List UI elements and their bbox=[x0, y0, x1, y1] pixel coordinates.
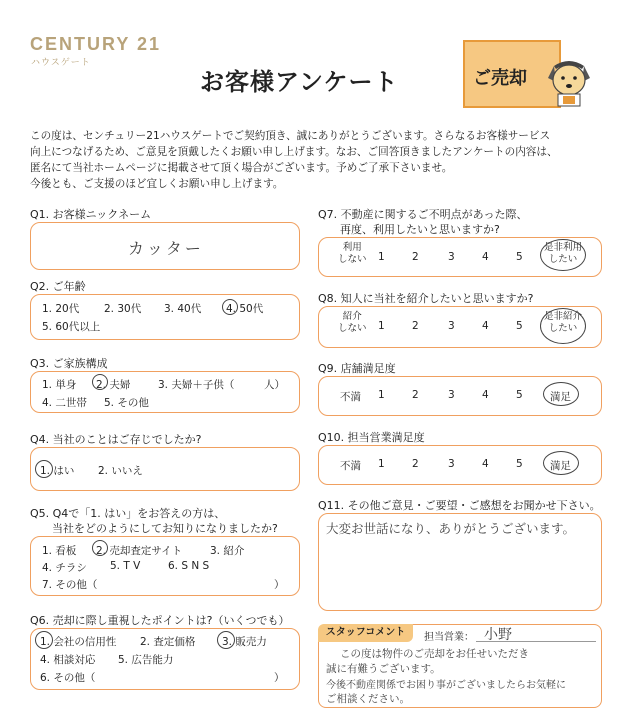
q1-answer: カッター bbox=[128, 239, 204, 258]
q5-label-1: Q5. Q4で「1. はい」をお答えの方は、 bbox=[30, 507, 226, 520]
q5-selected-mark bbox=[92, 540, 108, 556]
q10-label: Q10. 担当営業満足度 bbox=[318, 431, 425, 444]
q8-label: Q8. 知人に当社を紹介したいと思いますか? bbox=[318, 292, 534, 305]
q2-option-3[interactable]: 3. 40代 bbox=[164, 303, 202, 315]
staff-comment-line-1: この度は物件のご売却をお任せいただき bbox=[340, 648, 529, 660]
q4-selected-mark bbox=[35, 460, 53, 478]
sales-rep-underline bbox=[476, 641, 596, 642]
q4-option-1[interactable]: 1. はい bbox=[40, 465, 75, 477]
q5-option-6[interactable]: 6. S N S bbox=[168, 560, 210, 572]
q10-scale-5[interactable]: 5 bbox=[516, 458, 523, 470]
q2-option-1[interactable]: 1. 20代 bbox=[42, 303, 80, 315]
brand-sub: ハウスゲート bbox=[31, 58, 91, 68]
q7-scale-1[interactable]: 1 bbox=[378, 251, 385, 263]
q9-label: Q9. 店舗満足度 bbox=[318, 362, 396, 375]
staff-comment-line-2: 誠に有難うございます。 bbox=[326, 663, 441, 675]
q8-scale-1[interactable]: 1 bbox=[378, 320, 385, 332]
q11-answer: 大変お世話になり、ありがとうございます。 bbox=[326, 521, 576, 536]
q11-label: Q11. その他ご意見・ご要望・ご感想をお聞かせ下さい。 bbox=[318, 499, 601, 512]
q5-option-4[interactable]: 4. チラシ bbox=[42, 562, 87, 574]
staff-comment-line-4: ご相談ください。 bbox=[326, 693, 410, 705]
q3-option-3-close: 人） bbox=[264, 379, 285, 391]
sales-rep-label: 担当営業： bbox=[424, 632, 474, 643]
q8-scale-3[interactable]: 3 bbox=[448, 320, 455, 332]
q2-selected-mark bbox=[222, 299, 238, 315]
intro-line: 向上につなげるため、ご意見を頂戴したくお願い申し上げます。なお、ご回答頂きましたアンケートの内容は、 bbox=[30, 146, 558, 158]
q7-label-1: Q7. 不動産に関するご不明点があった際、 bbox=[318, 208, 528, 221]
q6-option-3[interactable]: 3. 販売力 bbox=[222, 636, 267, 648]
q10-left-label: 不満 bbox=[340, 460, 361, 472]
intro-line: 今後とも、ご支援のほど宜しくお願い申し上げます。 bbox=[30, 178, 284, 190]
q6-option-1[interactable]: 1. 会社の信用性 bbox=[40, 636, 117, 648]
q10-scale-3[interactable]: 3 bbox=[448, 458, 455, 470]
q3-label: Q3. ご家族構成 bbox=[30, 357, 108, 370]
q7-selected-mark bbox=[540, 239, 586, 271]
q9-scale-4[interactable]: 4 bbox=[482, 389, 489, 401]
q2-option-2[interactable]: 2. 30代 bbox=[104, 303, 142, 315]
q6-selected-mark-3 bbox=[217, 631, 235, 649]
q8-scale-2[interactable]: 2 bbox=[412, 320, 419, 332]
q7-label-2: 再度、利用したいと思いますか? bbox=[340, 223, 500, 236]
intro-line: 匿名にて当社ホームページに掲載させて頂く場合がございます。予めご了承下さいませ。 bbox=[30, 162, 453, 174]
q5-option-3[interactable]: 3. 紹介 bbox=[210, 545, 245, 557]
q8-left-label: 紹介 しない bbox=[338, 311, 367, 334]
q10-scale-1[interactable]: 1 bbox=[378, 458, 385, 470]
q6-option-5[interactable]: 5. 広告能力 bbox=[118, 654, 174, 666]
q3-option-5[interactable]: 5. その他 bbox=[104, 397, 149, 409]
q10-right-label[interactable]: 満足 bbox=[550, 460, 571, 472]
q2-option-4[interactable]: 4. 50代 bbox=[226, 303, 264, 315]
q6-option-6-close: ） bbox=[274, 672, 285, 684]
q7-left-label: 利用 しない bbox=[338, 242, 367, 265]
q5-label-2: 当社をどのようにしてお知りになりましたか? bbox=[52, 522, 278, 535]
q5-option-5[interactable]: 5. T V bbox=[110, 560, 141, 572]
page-title: お客様アンケート bbox=[200, 68, 399, 96]
sales-rep-name: 小野 bbox=[484, 627, 512, 643]
dog-mascot-icon bbox=[546, 56, 592, 108]
q5-option-2[interactable]: 2. 売却査定サイト bbox=[96, 545, 183, 557]
q9-left-label: 不満 bbox=[340, 391, 361, 403]
q3-option-1[interactable]: 1. 単身 bbox=[42, 379, 77, 391]
q1-label: Q1. お客様ニックネーム bbox=[30, 208, 152, 221]
q7-scale-2[interactable]: 2 bbox=[412, 251, 419, 263]
q9-scale-5[interactable]: 5 bbox=[516, 389, 523, 401]
staff-comment-line-3: 今後不動産関係でお困り事がございましたらお気軽に bbox=[326, 680, 566, 691]
badge-label: ご売却 bbox=[473, 68, 527, 89]
q6-selected-mark-1 bbox=[35, 631, 53, 649]
q3-option-3[interactable]: 3. 夫婦＋子供（ bbox=[158, 379, 235, 391]
q9-scale-3[interactable]: 3 bbox=[448, 389, 455, 401]
q7-scale-4[interactable]: 4 bbox=[482, 251, 489, 263]
q7-scale-5[interactable]: 5 bbox=[516, 251, 523, 263]
q2-option-5[interactable]: 5. 60代以上 bbox=[42, 321, 101, 333]
q4-label: Q4. 当社のことはご存じでしたか? bbox=[30, 433, 202, 446]
q6-option-4[interactable]: 4. 相談対応 bbox=[40, 654, 96, 666]
q2-label: Q2. ご年齢 bbox=[30, 280, 86, 293]
q3-option-2[interactable]: 2. 夫婦 bbox=[96, 379, 131, 391]
q10-scale-2[interactable]: 2 bbox=[412, 458, 419, 470]
q8-right-label[interactable]: 是非紹介 したい bbox=[544, 311, 583, 334]
q7-scale-3[interactable]: 3 bbox=[448, 251, 455, 263]
q8-scale-4[interactable]: 4 bbox=[482, 320, 489, 332]
q7-right-label[interactable]: 是非利用 したい bbox=[544, 242, 583, 265]
brand-logo: CENTURY 21 bbox=[30, 34, 162, 54]
q9-selected-mark bbox=[543, 382, 579, 406]
q10-selected-mark bbox=[543, 451, 579, 475]
q3-selected-mark bbox=[92, 374, 108, 390]
q6-option-6[interactable]: 6. その他（ bbox=[40, 672, 96, 684]
intro-line: この度は、センチュリー21ハウスゲートでご契約頂き、誠にありがとうございます。さらなるお客様サービス bbox=[30, 130, 551, 142]
q6-label: Q6. 売却に際し重視したポイントは?（いくつでも） bbox=[30, 614, 290, 627]
q9-scale-2[interactable]: 2 bbox=[412, 389, 419, 401]
intro-text bbox=[30, 128, 600, 192]
q3-option-4[interactable]: 4. 二世帯 bbox=[42, 397, 87, 409]
staff-comment-label: スタッフコメント bbox=[318, 624, 413, 642]
q5-option-7-close: ） bbox=[274, 579, 285, 591]
q9-right-label[interactable]: 満足 bbox=[550, 391, 571, 403]
q10-scale-4[interactable]: 4 bbox=[482, 458, 489, 470]
q5-option-7[interactable]: 7. その他（ bbox=[42, 579, 98, 591]
q8-selected-mark bbox=[540, 308, 586, 344]
q6-option-2[interactable]: 2. 査定価格 bbox=[140, 636, 196, 648]
q4-option-2[interactable]: 2. いいえ bbox=[98, 465, 143, 477]
q5-option-1[interactable]: 1. 看板 bbox=[42, 545, 77, 557]
q8-scale-5[interactable]: 5 bbox=[516, 320, 523, 332]
q9-scale-1[interactable]: 1 bbox=[378, 389, 385, 401]
